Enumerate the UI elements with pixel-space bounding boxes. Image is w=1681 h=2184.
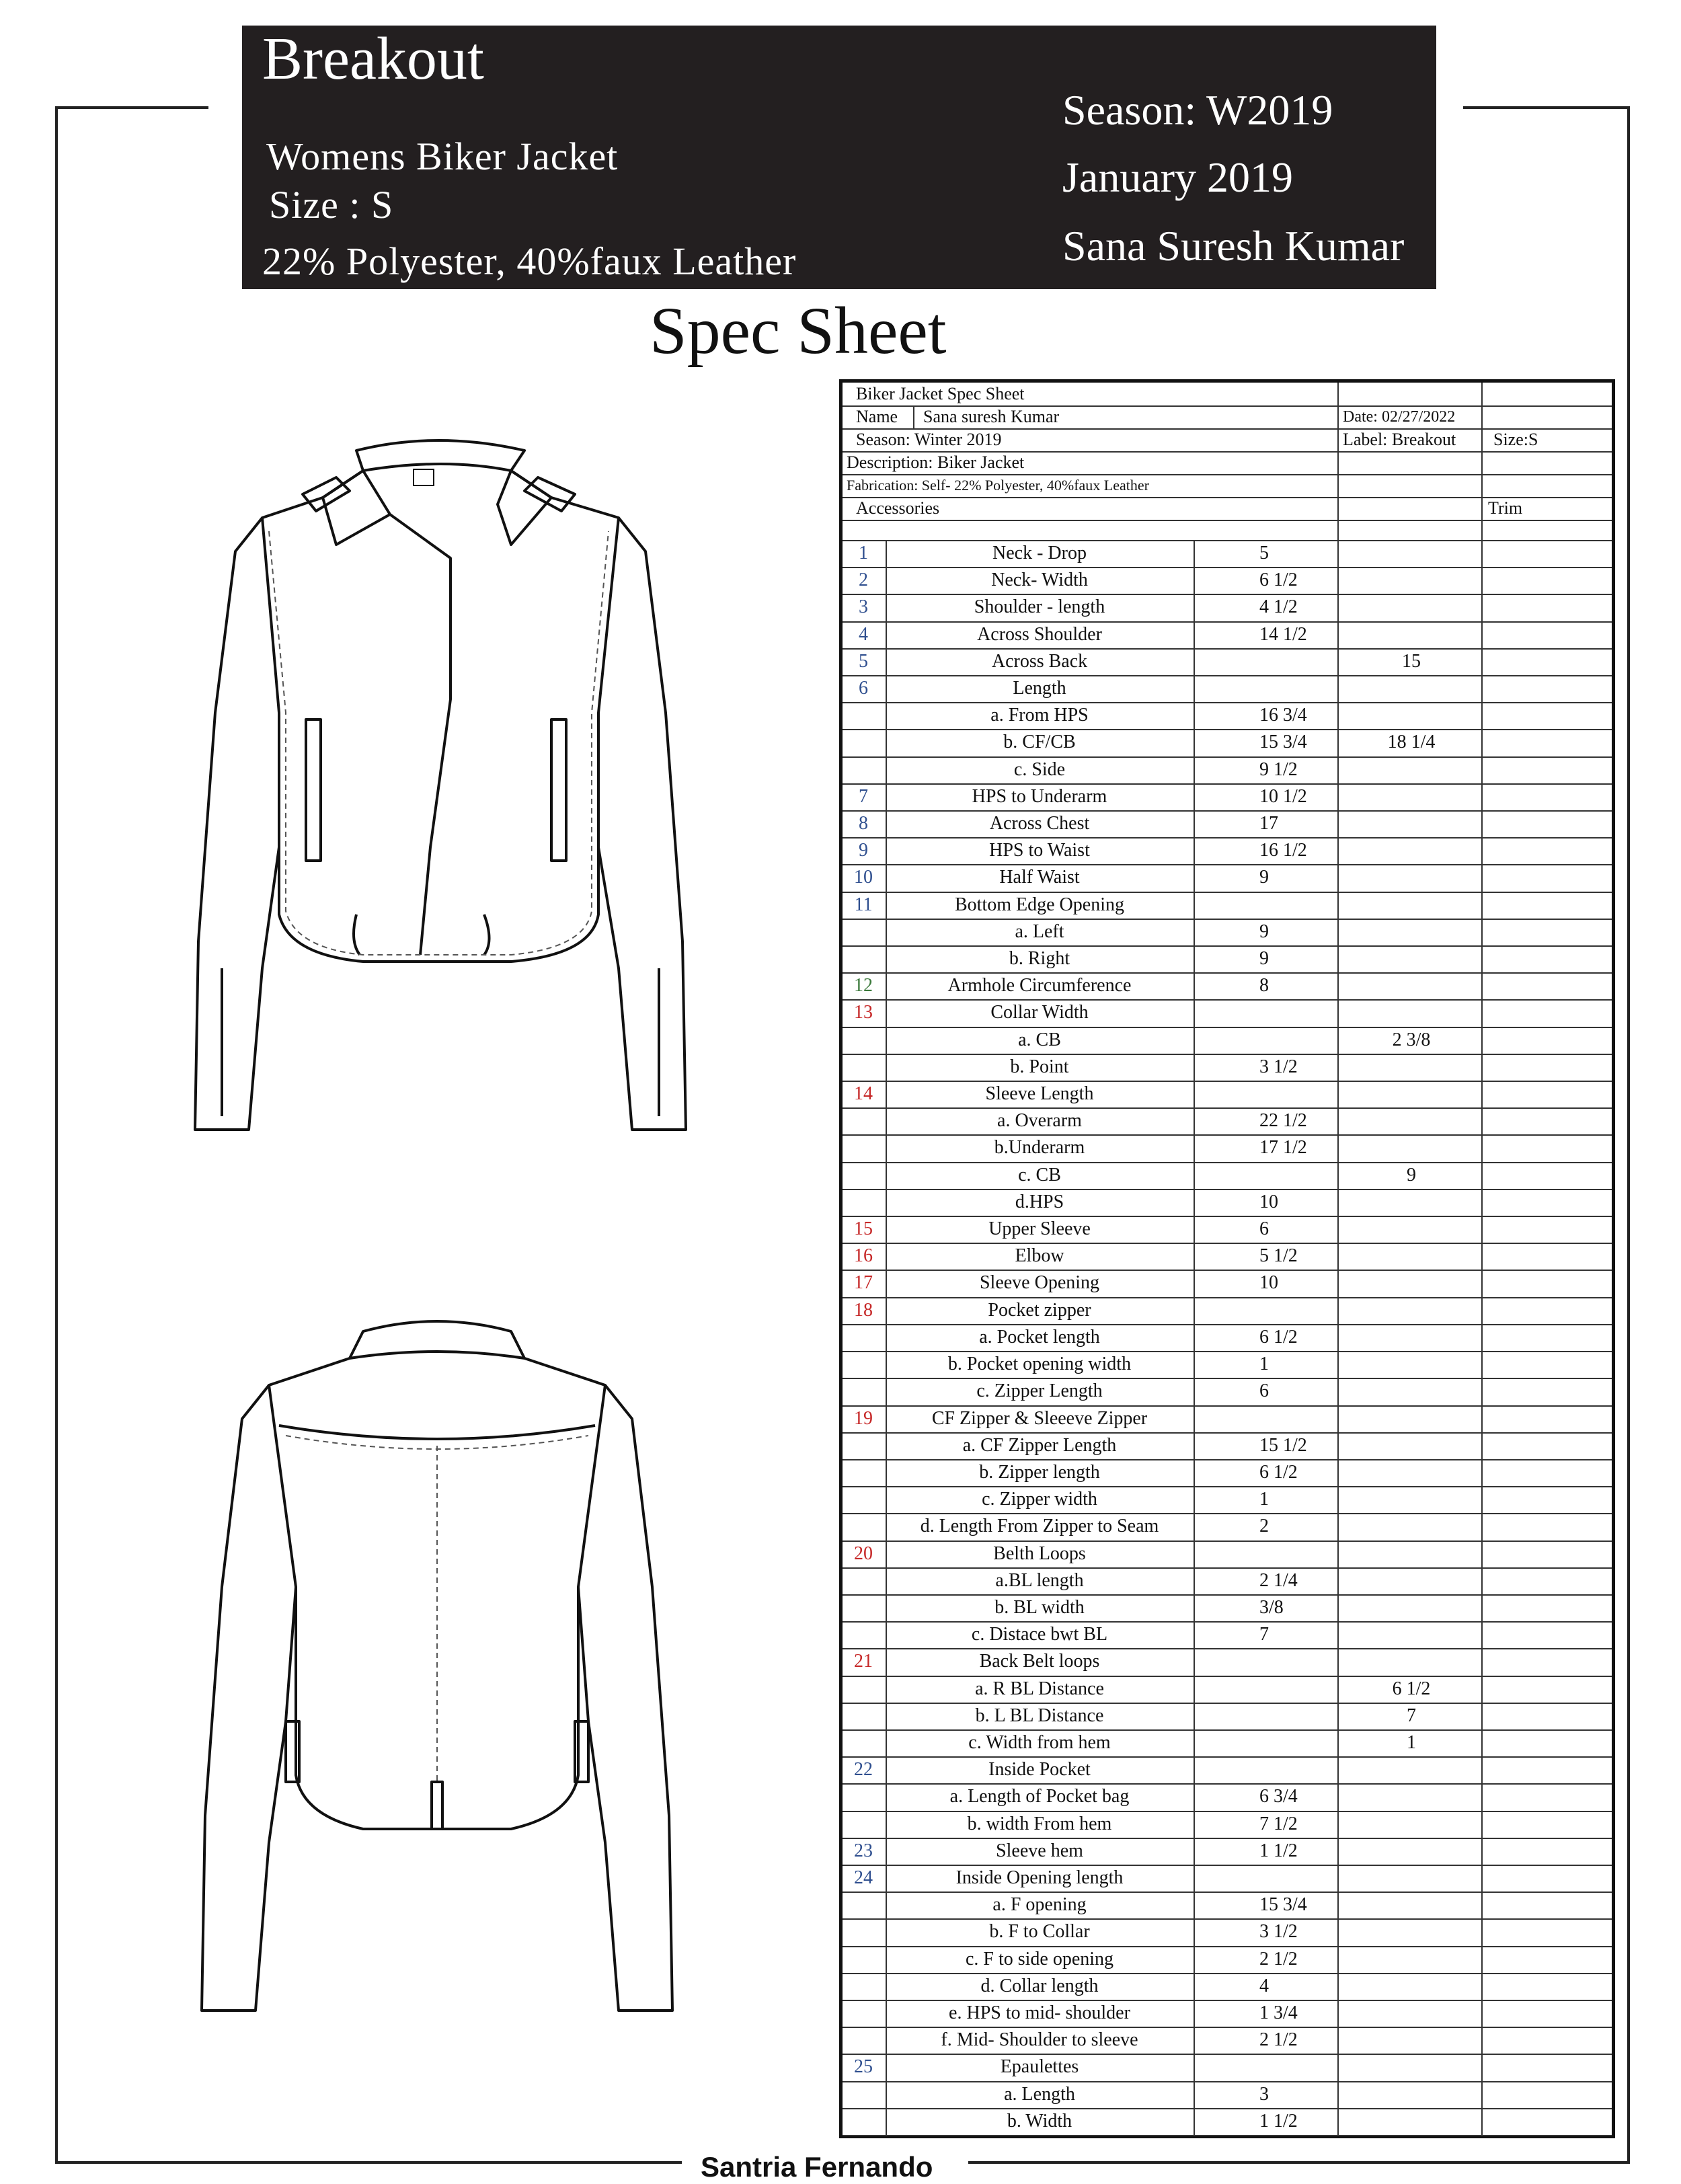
row-value-1: 10 1/2 xyxy=(1259,785,1307,807)
table-row xyxy=(843,594,1612,622)
table-row xyxy=(843,810,1612,838)
row-number: 20 xyxy=(854,1543,873,1564)
row-value-1: 3 xyxy=(1259,2083,1269,2105)
table-header-row xyxy=(843,428,1612,453)
row-value-1: 9 1/2 xyxy=(1259,758,1298,780)
row-value-1: 17 xyxy=(1259,813,1278,834)
table-row xyxy=(843,1838,1612,1866)
row-description: Sleeve Opening xyxy=(979,1272,1100,1294)
row-desc-divider xyxy=(1194,1648,1195,1675)
product-fabric: 22% Polyester, 40%faux Leather xyxy=(262,239,797,283)
row-desc-divider xyxy=(1194,837,1195,864)
row-description: c. Zipper width xyxy=(982,1489,1097,1510)
row-value-1: 9 xyxy=(1259,948,1269,970)
row-value-1: 22 1/2 xyxy=(1259,1110,1307,1132)
table-header-row xyxy=(843,383,1612,407)
row-desc-divider xyxy=(1194,1513,1195,1540)
row-number: 22 xyxy=(854,1759,873,1781)
row-value-1: 5 xyxy=(1259,543,1269,563)
row-value-1: 4 xyxy=(1259,1975,1269,1996)
row-number: 13 xyxy=(854,1002,873,1023)
row-number: 5 xyxy=(859,650,868,672)
row-desc-divider xyxy=(1194,540,1195,567)
row-description: d. Collar length xyxy=(980,1975,1099,1996)
row-number: 12 xyxy=(854,975,873,997)
row-value-2: 18 1/4 xyxy=(1387,732,1436,753)
row-description: f. Mid- Shoulder to sleeve xyxy=(941,2029,1138,2051)
row-desc-divider xyxy=(1194,1054,1195,1081)
row-description: Pocket zipper xyxy=(988,1299,1091,1321)
table-row xyxy=(843,864,1612,892)
table-header-row xyxy=(843,474,1612,498)
row-value-2: 15 xyxy=(1402,650,1421,672)
table-row xyxy=(843,972,1612,1001)
product-name: Womens Biker Jacket xyxy=(266,134,619,178)
row-value-1: 14 1/2 xyxy=(1259,623,1307,645)
row-desc-divider xyxy=(1194,864,1195,891)
row-value-1: 5 1/2 xyxy=(1259,1245,1298,1267)
row-value-1: 6 1/2 xyxy=(1259,1326,1298,1348)
row-desc-divider xyxy=(1194,1676,1195,1703)
row-value-1: 8 xyxy=(1259,975,1269,997)
row-description: c. Zipper Length xyxy=(976,1380,1103,1402)
row-number: 10 xyxy=(854,867,873,888)
row-value-2: 7 xyxy=(1407,1705,1416,1726)
table-row xyxy=(843,1270,1612,1298)
table-row xyxy=(843,892,1612,920)
table-header-row xyxy=(843,405,1612,430)
row-description: CF Zipper & Sleeeve Zipper xyxy=(931,1407,1148,1429)
table-row xyxy=(843,1513,1612,1541)
table-row xyxy=(843,999,1612,1027)
row-value-1: 15 1/2 xyxy=(1259,1434,1307,1456)
table-header-row xyxy=(843,451,1612,475)
row-desc-divider xyxy=(1194,945,1195,972)
table-row xyxy=(843,729,1612,757)
row-desc-divider xyxy=(1194,621,1195,648)
table-row xyxy=(843,2108,1612,2136)
table-row xyxy=(843,919,1612,947)
table-row xyxy=(843,1729,1612,1758)
row-desc-divider xyxy=(1194,1432,1195,1459)
row-value-1: 1 xyxy=(1259,1489,1269,1510)
table-row xyxy=(843,1756,1612,1785)
table-row xyxy=(843,1703,1612,1731)
row-description: a. R BL Distance xyxy=(975,1678,1104,1699)
row-description: Epaulettes xyxy=(1000,2056,1079,2078)
row-desc-divider xyxy=(1194,1486,1195,1513)
row-description: c. F to side opening xyxy=(965,1948,1114,1970)
row-value-1: 16 1/2 xyxy=(1259,840,1307,861)
row-description: a. CB xyxy=(1018,1029,1061,1050)
table-row xyxy=(843,1107,1612,1136)
row-desc-divider xyxy=(1194,1189,1195,1216)
row-value-1: 7 1/2 xyxy=(1259,1813,1298,1834)
row-description: Collar Width xyxy=(990,1002,1089,1023)
row-desc-divider xyxy=(1194,1594,1195,1621)
table-row xyxy=(843,1324,1612,1352)
row-number: 4 xyxy=(859,623,868,645)
row-description: Neck - Drop xyxy=(992,543,1087,563)
row-description: a. CF Zipper Length xyxy=(962,1434,1117,1456)
row-number: 14 xyxy=(854,1083,873,1105)
fabrication-cell: Fabrication: Self- 22% Polyester, 40%faux Leather xyxy=(847,477,1149,494)
row-value-1: 2 1/2 xyxy=(1259,1948,1298,1970)
table-row xyxy=(843,675,1612,703)
table-row xyxy=(843,1162,1612,1190)
table-row xyxy=(843,648,1612,676)
row-description: HPS to Underarm xyxy=(972,785,1107,807)
row-description: a. From HPS xyxy=(990,705,1089,726)
row-desc-divider xyxy=(1194,1216,1195,1243)
table-row xyxy=(843,1892,1612,1920)
label-cell: Label: Breakout xyxy=(1343,430,1456,449)
row-value-1: 9 xyxy=(1259,921,1269,942)
table-row xyxy=(843,945,1612,974)
size-cell: Size:S xyxy=(1493,430,1538,449)
row-value-2: 1 xyxy=(1407,1731,1416,1753)
description-cell: Description: Biker Jacket xyxy=(847,453,1025,472)
row-description: a. F opening xyxy=(992,1894,1087,1916)
table-row xyxy=(843,2054,1612,2082)
table-row xyxy=(843,1648,1612,1676)
row-desc-divider xyxy=(1194,1378,1195,1405)
row-desc-divider xyxy=(1194,756,1195,783)
name-label: Name xyxy=(856,407,898,426)
row-description: b. L BL Distance xyxy=(975,1705,1104,1726)
table-row xyxy=(843,2027,1612,2055)
row-value-1: 4 1/2 xyxy=(1259,596,1298,618)
row-value-1: 6 1/2 xyxy=(1259,1461,1298,1483)
jacket-front-sketch xyxy=(134,430,740,1157)
row-desc-divider xyxy=(1194,648,1195,675)
row-description: c. Width from hem xyxy=(968,1731,1111,1753)
accessories-cell: Accessories xyxy=(856,498,940,518)
row-description: a.BL length xyxy=(995,1569,1084,1591)
row-desc-divider xyxy=(1194,919,1195,945)
table-row xyxy=(843,756,1612,785)
table-row xyxy=(843,1081,1612,1109)
name-divider xyxy=(913,405,914,428)
row-desc-divider xyxy=(1194,1107,1195,1134)
table-row xyxy=(843,1811,1612,1839)
row-value-1: 2 xyxy=(1259,1516,1269,1537)
row-description: Neck- Width xyxy=(991,570,1088,591)
row-value-1: 1 1/2 xyxy=(1259,1840,1298,1861)
designer-name: Sana Suresh Kumar xyxy=(1062,222,1405,270)
row-value-1: 1 1/2 xyxy=(1259,2110,1298,2132)
table-row xyxy=(843,1134,1612,1163)
table-row xyxy=(843,837,1612,865)
row-desc-divider xyxy=(1194,1973,1195,2000)
row-desc-divider xyxy=(1194,783,1195,810)
row-description: b. Point xyxy=(1010,1056,1069,1077)
row-description: a. Left xyxy=(1015,921,1064,942)
row-number: 25 xyxy=(854,2056,873,2078)
table-spacer-row xyxy=(843,520,1612,541)
row-description: d. Length From Zipper to Seam xyxy=(920,1516,1159,1537)
row-desc-divider xyxy=(1194,1892,1195,1918)
table-row xyxy=(843,540,1612,568)
row-value-1: 2 1/2 xyxy=(1259,2029,1298,2051)
row-description: a. Length xyxy=(1004,2083,1075,2105)
row-value-1: 7 xyxy=(1259,1624,1269,1645)
season: Season: W2019 xyxy=(1062,86,1333,134)
row-value-1: 1 3/4 xyxy=(1259,2002,1298,2023)
row-desc-divider xyxy=(1194,1297,1195,1324)
row-description: Across Back xyxy=(991,650,1088,672)
row-value-1: 6 1/2 xyxy=(1259,570,1298,591)
brand-name: Breakout xyxy=(262,26,484,92)
row-value-1: 9 xyxy=(1259,867,1269,888)
table-row xyxy=(843,1405,1612,1434)
row-number: 7 xyxy=(859,785,868,807)
row-description: a. Pocket length xyxy=(979,1326,1100,1348)
row-desc-divider xyxy=(1194,2054,1195,2080)
row-desc-divider xyxy=(1194,1027,1195,1054)
row-description: b. Right xyxy=(1009,948,1070,970)
trim-cell: Trim xyxy=(1488,498,1523,518)
table-row xyxy=(843,783,1612,812)
frame-right xyxy=(1627,106,1630,2162)
row-description: Upper Sleeve xyxy=(988,1218,1091,1240)
row-desc-divider xyxy=(1194,1134,1195,1161)
row-description: Inside Opening length xyxy=(955,1867,1124,1888)
row-description: Belth Loops xyxy=(993,1543,1086,1564)
row-desc-divider xyxy=(1194,1703,1195,1729)
spec-table xyxy=(839,379,1615,2138)
name-value: Sana suresh Kumar xyxy=(923,407,1060,426)
row-value-1: 6 3/4 xyxy=(1259,1786,1298,1807)
table-row xyxy=(843,1567,1612,1596)
row-desc-divider xyxy=(1194,675,1195,702)
row-desc-divider xyxy=(1194,999,1195,1026)
row-desc-divider xyxy=(1194,729,1195,756)
date: January 2019 xyxy=(1062,153,1294,201)
row-value-1: 10 xyxy=(1259,1191,1278,1212)
row-description: b. Width xyxy=(1007,2110,1072,2132)
row-desc-divider xyxy=(1194,1351,1195,1378)
row-value-2: 9 xyxy=(1407,1164,1416,1185)
row-description: c. Distace bwt BL xyxy=(971,1624,1108,1645)
table-row xyxy=(843,1297,1612,1325)
table-row xyxy=(843,702,1612,730)
row-description: Across Shoulder xyxy=(977,623,1102,645)
row-value-1: 1 xyxy=(1259,1354,1269,1375)
row-desc-divider xyxy=(1194,972,1195,999)
frame-bottom-right xyxy=(968,2161,1630,2164)
row-description: Shoulder - length xyxy=(974,596,1105,618)
table-row xyxy=(843,1918,1612,1947)
table-row xyxy=(843,1027,1612,1055)
row-description: d.HPS xyxy=(1015,1191,1064,1212)
frame-top-right xyxy=(1463,106,1630,109)
row-description: b. Pocket opening width xyxy=(947,1354,1132,1375)
table-row xyxy=(843,1783,1612,1811)
row-desc-divider xyxy=(1194,1567,1195,1594)
row-description: Across Chest xyxy=(989,813,1090,834)
row-description: b. BL width xyxy=(994,1596,1085,1618)
table-row xyxy=(843,1486,1612,1514)
row-value-1: 3/8 xyxy=(1259,1596,1284,1618)
row-desc-divider xyxy=(1194,1459,1195,1486)
row-desc-divider xyxy=(1194,702,1195,729)
table-row xyxy=(843,1189,1612,1217)
table-row xyxy=(843,2081,1612,2109)
row-description: a. Length of Pocket bag xyxy=(949,1786,1130,1807)
product-size: Size : S xyxy=(269,183,394,227)
row-number: 19 xyxy=(854,1407,873,1429)
table-row xyxy=(843,1054,1612,1082)
row-desc-divider xyxy=(1194,2081,1195,2108)
row-number: 21 xyxy=(854,1651,873,1672)
row-desc-divider xyxy=(1194,1270,1195,1296)
date-cell: Date: 02/27/2022 xyxy=(1343,408,1456,426)
row-description: a. Overarm xyxy=(997,1110,1082,1132)
row-description: c. Side xyxy=(1013,758,1066,780)
row-value-1: 3 1/2 xyxy=(1259,1921,1298,1943)
row-value-1: 6 xyxy=(1259,1380,1269,1402)
table-row xyxy=(843,1540,1612,1569)
table-row xyxy=(843,1676,1612,1704)
row-number: 6 xyxy=(859,678,868,699)
frame-bottom-left xyxy=(55,2161,682,2164)
row-desc-divider xyxy=(1194,2108,1195,2135)
row-desc-divider xyxy=(1194,1540,1195,1567)
table-row xyxy=(843,1973,1612,2001)
row-number: 9 xyxy=(859,840,868,861)
row-desc-divider xyxy=(1194,594,1195,621)
row-desc-divider xyxy=(1194,1946,1195,1973)
row-description: Back Belt loops xyxy=(979,1651,1100,1672)
table-header-row xyxy=(843,497,1612,521)
row-description: e. HPS to mid- shoulder xyxy=(949,2002,1130,2023)
row-value-1: 15 3/4 xyxy=(1259,732,1307,753)
table-row xyxy=(843,1216,1612,1244)
table-row xyxy=(843,1621,1612,1649)
row-desc-divider xyxy=(1194,810,1195,837)
season-cell: Season: Winter 2019 xyxy=(856,430,1002,449)
row-number: 11 xyxy=(854,894,873,915)
table-row xyxy=(843,621,1612,650)
table-row xyxy=(843,1459,1612,1487)
frame-left xyxy=(55,106,58,2162)
row-value-1: 16 3/4 xyxy=(1259,705,1307,726)
row-description: Sleeve hem xyxy=(996,1840,1083,1861)
row-number: 23 xyxy=(854,1840,873,1861)
row-description: Bottom Edge Opening xyxy=(955,894,1124,915)
row-number: 15 xyxy=(854,1218,873,1240)
table-row xyxy=(843,1946,1612,1974)
row-desc-divider xyxy=(1194,2000,1195,2027)
row-number: 3 xyxy=(859,596,868,618)
row-number: 2 xyxy=(859,570,868,591)
row-description: Armhole Circumference xyxy=(947,975,1132,997)
row-desc-divider xyxy=(1194,1081,1195,1107)
row-desc-divider xyxy=(1194,1621,1195,1648)
row-number: 1 xyxy=(859,543,868,563)
page-title: Spec Sheet xyxy=(650,293,947,368)
row-value-1: 10 xyxy=(1259,1272,1278,1294)
row-number: 8 xyxy=(859,813,868,834)
row-number: 17 xyxy=(854,1272,873,1294)
row-description: HPS to Waist xyxy=(989,840,1090,861)
row-desc-divider xyxy=(1194,1811,1195,1838)
table-row xyxy=(843,567,1612,595)
row-value-1: 3 1/2 xyxy=(1259,1056,1298,1077)
table-row xyxy=(843,1243,1612,1271)
row-value-1: 15 3/4 xyxy=(1259,1894,1307,1916)
row-desc-divider xyxy=(1194,1783,1195,1810)
sheet-title-cell: Biker Jacket Spec Sheet xyxy=(856,384,1025,403)
row-desc-divider xyxy=(1194,1865,1195,1892)
table-row xyxy=(843,1594,1612,1623)
row-desc-divider xyxy=(1194,1729,1195,1756)
row-desc-divider xyxy=(1194,1162,1195,1189)
row-description: Half Waist xyxy=(999,867,1080,888)
row-value-2: 2 3/8 xyxy=(1392,1029,1431,1050)
row-desc-divider xyxy=(1194,1405,1195,1432)
row-desc-divider xyxy=(1194,2027,1195,2054)
table-row xyxy=(843,1378,1612,1406)
row-description: Inside Pocket xyxy=(988,1759,1091,1781)
frame-top-left xyxy=(55,106,208,109)
table-row xyxy=(843,2000,1612,2028)
row-desc-divider xyxy=(1194,1756,1195,1783)
footer-credit: Santria Fernando xyxy=(693,2150,941,2184)
row-description: b. F to Collar xyxy=(989,1921,1090,1943)
row-description: c. CB xyxy=(1018,1164,1061,1185)
row-description: Elbow xyxy=(1015,1245,1064,1267)
table-row xyxy=(843,1432,1612,1460)
row-number: 18 xyxy=(854,1299,873,1321)
row-description: b. CF/CB xyxy=(1003,732,1076,753)
row-number: 16 xyxy=(854,1245,873,1267)
row-desc-divider xyxy=(1194,1243,1195,1270)
jacket-back-sketch xyxy=(134,1318,740,2031)
row-value-1: 17 1/2 xyxy=(1259,1137,1307,1159)
row-desc-divider xyxy=(1194,1324,1195,1351)
table-row xyxy=(843,1865,1612,1893)
row-description: Sleeve Length xyxy=(985,1083,1094,1105)
table-row xyxy=(843,1351,1612,1379)
row-value-1: 2 1/4 xyxy=(1259,1569,1298,1591)
header-banner xyxy=(242,26,1436,289)
row-description: b.Underarm xyxy=(994,1137,1085,1159)
row-desc-divider xyxy=(1194,892,1195,919)
row-value-2: 6 1/2 xyxy=(1392,1678,1431,1699)
row-description: Length xyxy=(1013,678,1066,699)
row-description: b. width From hem xyxy=(967,1813,1112,1834)
row-value-1: 6 xyxy=(1259,1218,1269,1240)
row-description: b. Zipper length xyxy=(979,1461,1100,1483)
row-number: 24 xyxy=(854,1867,873,1888)
row-desc-divider xyxy=(1194,1918,1195,1945)
row-desc-divider xyxy=(1194,567,1195,594)
row-desc-divider xyxy=(1194,1838,1195,1865)
